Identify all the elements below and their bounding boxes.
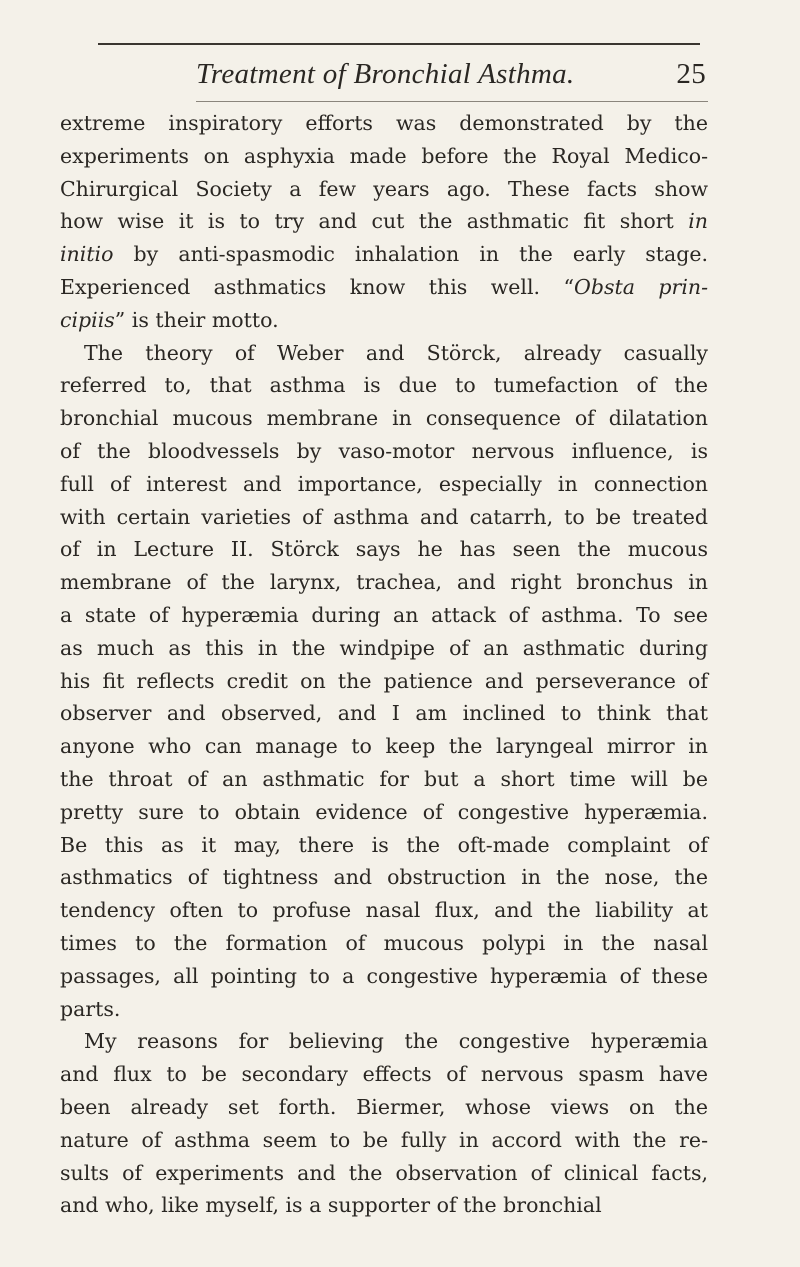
- text-line: extreme inspiratory efforts was demonstrated by the: [60, 111, 708, 135]
- text-line: of the bloodvessels by vaso-motor nervous influence, is: [60, 438, 708, 463]
- text-line: how wise it is to try and cut the asthmatic fit short in: [60, 209, 708, 234]
- text-line: observer and observed, and I am inclined to think that: [60, 701, 708, 726]
- text-line: experiments on asphyxia made before the Royal Medico-: [60, 143, 708, 168]
- text-line: his fit reflects credit on the patience and perseverance of: [60, 668, 708, 693]
- paragraph: [60, 1025, 708, 1222]
- text-line: of in Lecture II. Störck says he has seen the mucous: [60, 537, 708, 562]
- running-title: Treatment of Bronchial Asthma.: [196, 58, 575, 90]
- text-line: nature of asthma seem to be fully in accord with the re-: [60, 1127, 708, 1152]
- text-line: bronchial mucous membrane in consequence of dilatation: [60, 406, 708, 431]
- text-line: pretty sure to obtain evidence of congestive hyperæmia.: [60, 799, 708, 824]
- text-line: initio by anti-spasmodic inhalation in the early stage.: [60, 242, 708, 267]
- page-number: 25: [676, 58, 706, 90]
- text-line: the throat of an asthmatic for but a short time will be: [60, 766, 708, 791]
- header-rule: [196, 101, 708, 102]
- body-text: [60, 107, 708, 1222]
- text-line: Experienced asthmatics know this well. “Obsta prin-: [60, 274, 709, 299]
- text-line: The theory of Weber and Störck, already casually: [84, 340, 708, 365]
- text-line: and who, like myself, is a supporter of the bronchial: [60, 1193, 602, 1218]
- top-rule: [98, 43, 700, 45]
- text-line: sults of experiments and the observation of clinical facts,: [60, 1160, 708, 1185]
- text-line: times to the formation of mucous polypi in the nasal: [60, 930, 708, 955]
- text-line: passages, all pointing to a congestive hyperæmia of these: [60, 963, 708, 988]
- text-line: a state of hyperæmia during an attack of asthma. To see: [60, 602, 708, 627]
- text-line: My reasons for believing the congestive hyperæmia: [84, 1029, 708, 1054]
- paragraph: [60, 107, 708, 337]
- paragraph: [60, 337, 708, 1026]
- text-line: Chirurgical Society a few years ago. These facts show: [60, 176, 708, 201]
- text-line: anyone who can manage to keep the laryngeal mirror in: [60, 734, 708, 759]
- text-line: parts.: [60, 996, 121, 1021]
- text-line: tendency often to profuse nasal flux, and the liability at: [60, 898, 708, 923]
- text-line: been already set forth. Biermer, whose views on the: [60, 1094, 708, 1119]
- text-line: full of interest and importance, especially in connection: [60, 471, 708, 496]
- text-line: asthmatics of tightness and obstruction in the nose, the: [60, 865, 708, 890]
- text-line: membrane of the larynx, trachea, and right bronchus in: [60, 570, 708, 595]
- text-line: with certain varieties of asthma and catarrh, to be treated: [60, 504, 708, 529]
- text-line: and flux to be secondary effects of nervous spasm have: [60, 1062, 708, 1087]
- text-line: Be this as it may, there is the oft-made complaint of: [60, 832, 708, 857]
- text-line: referred to, that asthma is due to tumefaction of the: [60, 373, 708, 398]
- text-line: cipiis” is their motto.: [60, 307, 279, 332]
- text-line: as much as this in the windpipe of an asthmatic during: [60, 635, 708, 660]
- running-header: [196, 58, 706, 90]
